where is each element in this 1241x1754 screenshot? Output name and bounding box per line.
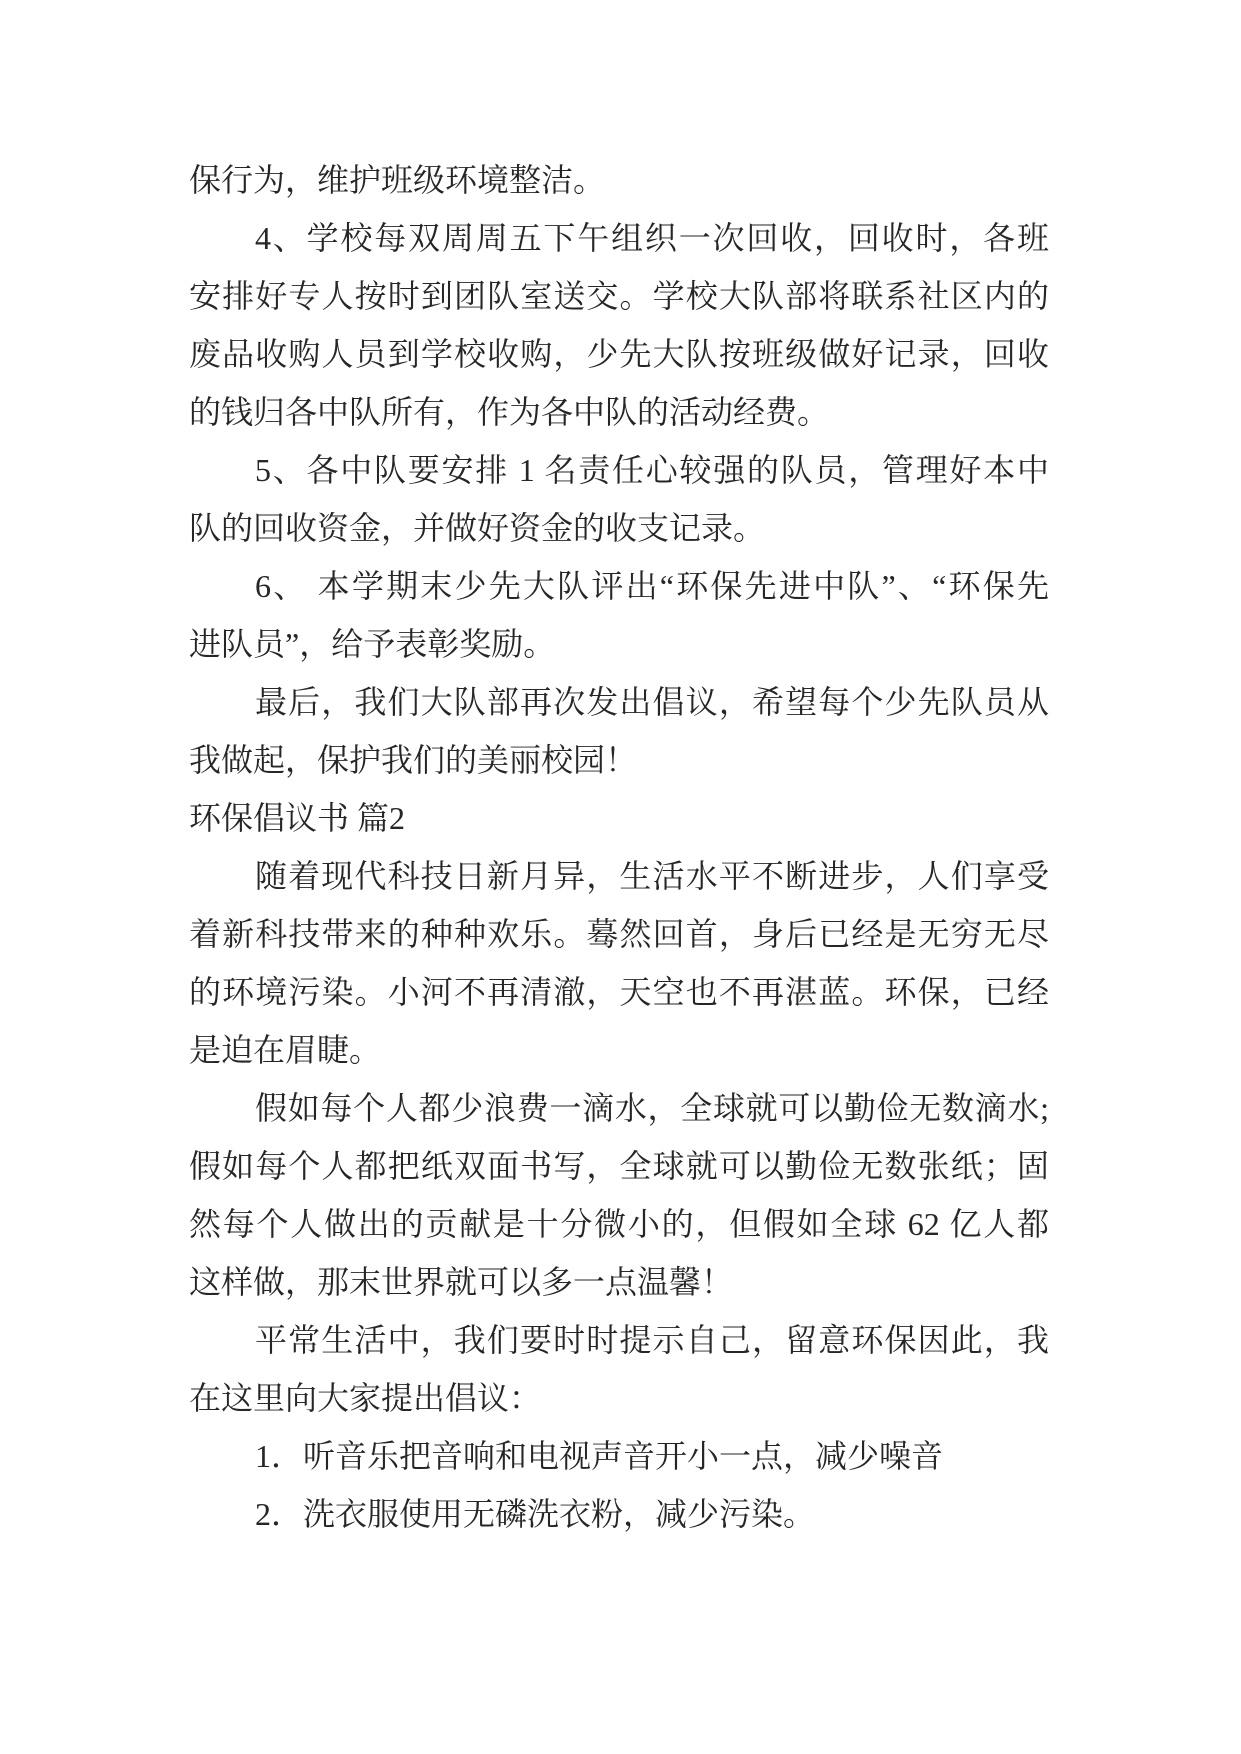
text-line: 在这里向大家提出倡议： (189, 1380, 542, 1416)
text-line: 1．听音乐把音响和电视声音开小一点，减少噪音 (255, 1438, 944, 1474)
text-line: 然每个人做出的贡献是十分微小的，但假如全球 62 亿人都 (189, 1206, 1049, 1242)
text-line: 是迫在眉睫。 (189, 1032, 382, 1068)
text-line: 假如每个人都把纸双面书写，全球就可以勤俭无数张纸；固 (189, 1148, 1049, 1184)
text-line: 6、 本学期末少先大队评出“环保先进中队”、“环保先 (255, 568, 1049, 604)
text-line: 进队员”，给予表彰奖励。 (189, 626, 556, 662)
text-line: 这样做，那末世界就可以多一点温馨！ (189, 1264, 734, 1300)
text-line: 环保倡议书 篇2 (189, 800, 406, 836)
text-line: 保行为，维护班级环境整洁。 (189, 162, 606, 198)
text-line: 2．洗衣服使用无磷洗衣粉，减少污染。 (255, 1496, 816, 1532)
text-line: 4、学校每双周周五下午组织一次回收，回收时，各班 (255, 220, 1049, 256)
text-line: 着新科技带来的种种欢乐。蓦然回首，身后已经是无穷无尽 (189, 916, 1049, 952)
text-line: 队的回收资金，并做好资金的收支记录。 (189, 510, 766, 546)
text-line: 的钱归各中队所有，作为各中队的活动经费。 (189, 394, 830, 430)
text-line: 随着现代科技日新月异，生活水平不断进步，人们享受 (255, 858, 1049, 894)
text-line: 平常生活中，我们要时时提示自己，留意环保因此，我 (255, 1322, 1049, 1358)
text-line: 假如每个人都少浪费一滴水，全球就可以勤俭无数滴水; (255, 1090, 1049, 1126)
text-line: 我做起，保护我们的美丽校园！ (189, 742, 638, 778)
document-body (189, 151, 1049, 1543)
text-line: 5、各中队要安排 1 名责任心较强的队员，管理好本中 (255, 452, 1049, 488)
text-line: 的环境污染。小河不再清澈，天空也不再湛蓝。环保，已经 (189, 974, 1049, 1010)
text-line: 废品收购人员到学校收购，少先大队按班级做好记录，回收 (189, 336, 1049, 372)
text-line: 安排好专人按时到团队室送交。学校大队部将联系社区内的 (189, 278, 1049, 314)
text-line: 最后，我们大队部再次发出倡议，希望每个少先队员从 (255, 684, 1049, 720)
